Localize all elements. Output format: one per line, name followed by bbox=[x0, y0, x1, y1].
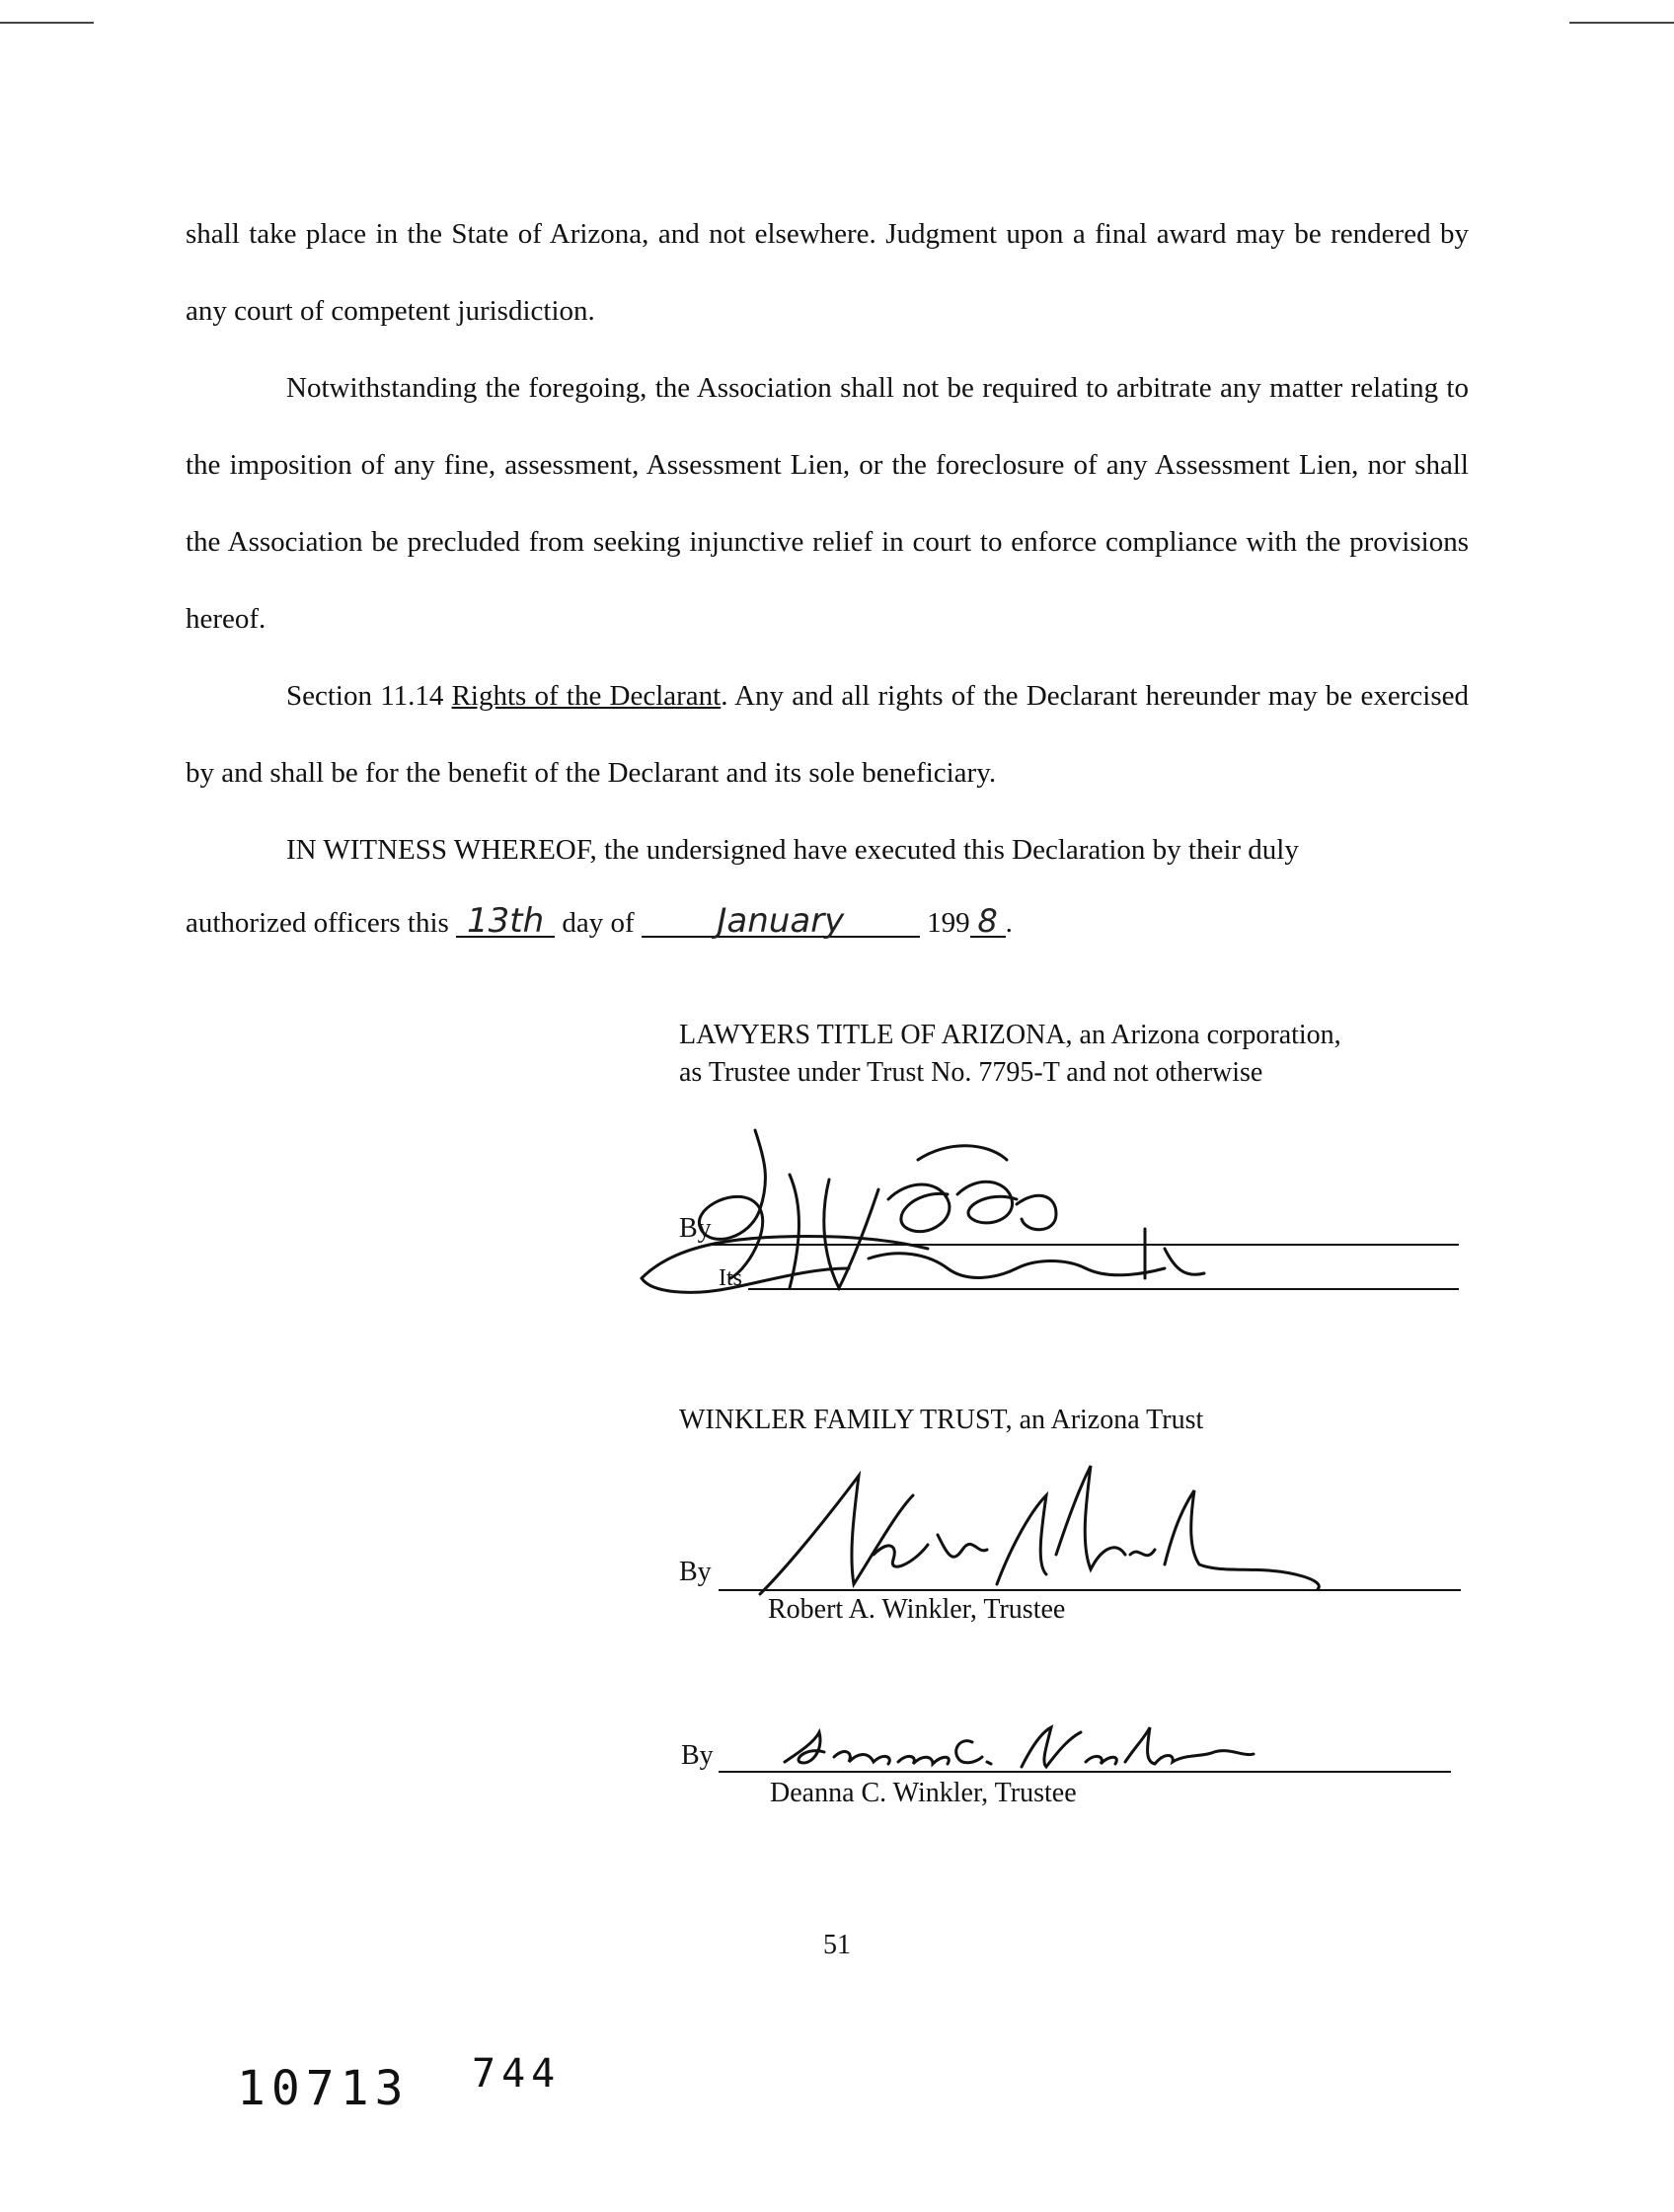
signatory-winkler-trust: WINKLER FAMILY TRUST, an Arizona Trust bbox=[679, 1405, 1204, 1435]
signatory-lawyers-title bbox=[679, 1017, 1341, 1092]
signature-robert-winkler bbox=[750, 1456, 1342, 1604]
paragraph-section-11-14 bbox=[186, 657, 1469, 811]
by-label-2: By bbox=[679, 1557, 712, 1587]
paragraph-arbitration-venue bbox=[186, 195, 1469, 349]
its-label-1: Its bbox=[719, 1265, 742, 1291]
page-number: 51 bbox=[823, 1930, 851, 1960]
date-day-field: 13th bbox=[456, 906, 555, 938]
by-label-3: By bbox=[681, 1740, 714, 1771]
entity-name: LAWYERS TITLE OF ARIZONA, an Arizona corporation, bbox=[679, 1020, 1341, 1050]
signature-deanna-winkler bbox=[780, 1713, 1332, 1782]
entity-capacity: as Trustee under Trust No. 7795-T and not otherwise bbox=[679, 1057, 1263, 1088]
date-year-digit-field: 8 bbox=[970, 906, 1006, 938]
date-month-field: January bbox=[642, 906, 920, 938]
date-year-prefix: 199 bbox=[927, 907, 970, 939]
section-number: Section 11.14 bbox=[286, 680, 452, 712]
paragraph-notwithstanding bbox=[186, 349, 1469, 657]
recording-stamp-page: 744 bbox=[472, 2051, 562, 2097]
signer-name-robert: Robert A. Winkler, Trustee bbox=[768, 1594, 1066, 1625]
date-end: . bbox=[1005, 907, 1013, 939]
date-mid: day of bbox=[562, 907, 635, 939]
execution-date-line bbox=[186, 901, 1013, 941]
paragraph-text: Notwithstanding the foregoing, the Association shall not be required to arbitrate any matter relating to the imposition of any fine, assessment, Assessment Lien, or the foreclosure of any Assessment Lien, nor shall the Association be precluded from seeking injunctive relief in court to enforce compliance with the provisions hereof. bbox=[186, 372, 1469, 635]
paragraph-text: . Any and all rights of the Declarant hereunder may be exercised by and shall be for the benefit of the Declarant and its sole beneficiary. bbox=[186, 680, 1469, 789]
signature-lawyers-title bbox=[632, 1120, 1224, 1318]
signer-name-deanna: Deanna C. Winkler, Trustee bbox=[770, 1778, 1077, 1808]
paragraph-text: shall take place in the State of Arizona, and not elsewhere. Judgment upon a final award may be rendered by any court of competent jurisdiction. bbox=[186, 218, 1469, 327]
paragraph-text: IN WITNESS WHEREOF, the undersigned have executed this Declaration by their duly bbox=[286, 834, 1299, 866]
scan-edge-mark-right bbox=[1569, 22, 1674, 24]
recording-stamp-book: 10713 bbox=[237, 2061, 410, 2116]
section-heading: Rights of the Declarant bbox=[451, 680, 722, 712]
scan-edge-mark-left bbox=[0, 22, 94, 24]
date-prefix: authorized officers this bbox=[186, 907, 449, 939]
paragraph-in-witness bbox=[186, 811, 1469, 888]
by-label-1: By bbox=[679, 1213, 712, 1244]
